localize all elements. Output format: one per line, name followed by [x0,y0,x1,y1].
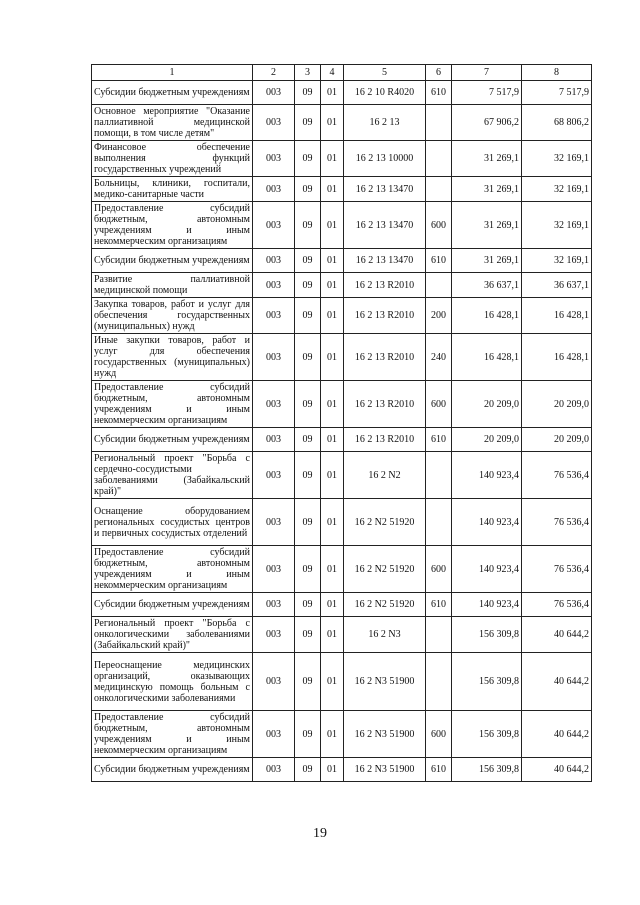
row-code-cell: 003 [253,653,295,711]
row-section-cell: 09 [295,428,321,452]
row-code-cell: 003 [253,105,295,141]
row-target-article-cell: 16 2 13 R2010 [344,428,426,452]
row-name-cell: Субсидии бюджетным учреждениям [92,81,253,105]
row-expense-type-cell [426,499,452,546]
row-code-cell: 003 [253,546,295,593]
row-amount-2-cell: 68 806,2 [522,105,592,141]
row-expense-type-cell [426,141,452,177]
row-amount-2-cell: 36 637,1 [522,273,592,298]
table-row [92,499,592,546]
row-code-cell: 003 [253,249,295,273]
row-amount-2-cell: 76 536,4 [522,593,592,617]
row-section-cell: 09 [295,249,321,273]
row-name-cell: Субсидии бюджетным учреждениям [92,758,253,782]
row-amount-1-cell: 156 309,8 [452,617,522,653]
row-amount-2-cell: 40 644,2 [522,617,592,653]
table-row [92,141,592,177]
row-section-cell: 09 [295,298,321,334]
row-amount-2-cell: 32 169,1 [522,202,592,249]
row-amount-2-cell: 20 209,0 [522,428,592,452]
row-subsection-cell: 01 [321,141,344,177]
row-amount-1-cell: 140 923,4 [452,452,522,499]
header-cell-5: 5 [344,65,426,81]
table-row [92,617,592,653]
row-amount-2-cell: 40 644,2 [522,758,592,782]
row-section-cell: 09 [295,141,321,177]
row-target-article-cell: 16 2 N3 [344,617,426,653]
row-amount-1-cell: 7 517,9 [452,81,522,105]
row-target-article-cell: 16 2 N2 51920 [344,499,426,546]
table-row [92,177,592,202]
table-row [92,273,592,298]
row-subsection-cell: 01 [321,81,344,105]
header-cell-3: 3 [295,65,321,81]
table-row [92,249,592,273]
row-amount-2-cell: 20 209,0 [522,381,592,428]
row-target-article-cell: 16 2 10 R4020 [344,81,426,105]
row-section-cell: 09 [295,334,321,381]
row-code-cell: 003 [253,452,295,499]
row-expense-type-cell: 200 [426,298,452,334]
row-name-cell: Предоставление субсидий бюджетным, автономным учреждениям и иным некоммерческим организациям [92,381,253,428]
header-cell-1: 1 [92,65,253,81]
row-name-cell: Субсидии бюджетным учреждениям [92,593,253,617]
row-amount-1-cell: 36 637,1 [452,273,522,298]
table-row [92,452,592,499]
row-subsection-cell: 01 [321,617,344,653]
row-subsection-cell: 01 [321,546,344,593]
row-target-article-cell: 16 2 13 13470 [344,249,426,273]
row-expense-type-cell: 610 [426,249,452,273]
row-name-cell: Субсидии бюджетным учреждениям [92,428,253,452]
row-name-cell: Финансовое обеспечение выполнения функций государственных учреждений [92,141,253,177]
row-section-cell: 09 [295,711,321,758]
row-amount-2-cell: 16 428,1 [522,334,592,381]
row-name-cell: Предоставление субсидий бюджетным, автономным учреждениям и иным некоммерческим организациям [92,202,253,249]
row-section-cell: 09 [295,273,321,298]
row-name-cell: Предоставление субсидий бюджетным, автономным учреждениям и иным некоммерческим организациям [92,711,253,758]
row-name-cell: Субсидии бюджетным учреждениям [92,249,253,273]
row-expense-type-cell: 600 [426,546,452,593]
row-amount-1-cell: 156 309,8 [452,653,522,711]
row-target-article-cell: 16 2 13 R2010 [344,334,426,381]
row-target-article-cell: 16 2 13 10000 [344,141,426,177]
row-expense-type-cell [426,452,452,499]
row-amount-2-cell: 40 644,2 [522,653,592,711]
row-subsection-cell: 01 [321,653,344,711]
row-code-cell: 003 [253,81,295,105]
row-code-cell: 003 [253,499,295,546]
row-target-article-cell: 16 2 N2 51920 [344,546,426,593]
row-subsection-cell: 01 [321,381,344,428]
table-row [92,381,592,428]
row-amount-2-cell: 76 536,4 [522,499,592,546]
table-row [92,593,592,617]
row-code-cell: 003 [253,202,295,249]
table-row [92,81,592,105]
row-target-article-cell: 16 2 N3 51900 [344,711,426,758]
row-amount-1-cell: 31 269,1 [452,249,522,273]
row-code-cell: 003 [253,617,295,653]
row-amount-1-cell: 140 923,4 [452,546,522,593]
row-subsection-cell: 01 [321,202,344,249]
row-subsection-cell: 01 [321,758,344,782]
row-section-cell: 09 [295,177,321,202]
row-subsection-cell: 01 [321,711,344,758]
row-section-cell: 09 [295,499,321,546]
row-name-cell: Предоставление субсидий бюджетным, автономным учреждениям и иным некоммерческим организациям [92,546,253,593]
row-expense-type-cell [426,105,452,141]
row-amount-1-cell: 156 309,8 [452,711,522,758]
row-code-cell: 003 [253,334,295,381]
row-code-cell: 003 [253,273,295,298]
row-amount-1-cell: 20 209,0 [452,381,522,428]
row-name-cell: Оснащение оборудованием региональных сосудистых центров и первичных сосудистых отделений [92,499,253,546]
row-amount-2-cell: 7 517,9 [522,81,592,105]
header-cell-6: 6 [426,65,452,81]
row-amount-1-cell: 140 923,4 [452,593,522,617]
row-expense-type-cell [426,617,452,653]
table-row [92,334,592,381]
row-target-article-cell: 16 2 13 13470 [344,177,426,202]
row-target-article-cell: 16 2 13 13470 [344,202,426,249]
row-amount-2-cell: 76 536,4 [522,452,592,499]
row-amount-1-cell: 31 269,1 [452,141,522,177]
table-body [92,65,592,782]
row-target-article-cell: 16 2 13 R2010 [344,273,426,298]
row-section-cell: 09 [295,593,321,617]
row-amount-2-cell: 32 169,1 [522,177,592,202]
row-expense-type-cell [426,653,452,711]
row-code-cell: 003 [253,141,295,177]
row-expense-type-cell: 610 [426,428,452,452]
row-amount-1-cell: 156 309,8 [452,758,522,782]
row-name-cell: Развитие паллиативной медицинской помощи [92,273,253,298]
row-target-article-cell: 16 2 N3 51900 [344,653,426,711]
row-code-cell: 003 [253,177,295,202]
row-name-cell: Региональный проект "Борьба с сердечно-сосудистыми заболеваниями (Забайкальский край)" [92,452,253,499]
row-target-article-cell: 16 2 N2 [344,452,426,499]
row-name-cell: Основное мероприятие "Оказание паллиативной медицинской помощи, в том числе детям" [92,105,253,141]
row-subsection-cell: 01 [321,298,344,334]
header-cell-2: 2 [253,65,295,81]
row-expense-type-cell [426,177,452,202]
table-row [92,653,592,711]
row-section-cell: 09 [295,452,321,499]
row-code-cell: 003 [253,593,295,617]
row-section-cell: 09 [295,758,321,782]
row-amount-1-cell: 16 428,1 [452,298,522,334]
row-target-article-cell: 16 2 13 R2010 [344,381,426,428]
row-subsection-cell: 01 [321,177,344,202]
row-code-cell: 003 [253,711,295,758]
row-target-article-cell: 16 2 N3 51900 [344,758,426,782]
row-expense-type-cell: 600 [426,711,452,758]
table-row [92,758,592,782]
row-amount-1-cell: 31 269,1 [452,177,522,202]
row-expense-type-cell: 610 [426,758,452,782]
row-name-cell: Переоснащение медицинских организаций, оказывающих медицинскую помощь больным с онкологическими заболеваниями [92,653,253,711]
row-amount-2-cell: 16 428,1 [522,298,592,334]
row-expense-type-cell: 600 [426,202,452,249]
row-section-cell: 09 [295,202,321,249]
row-expense-type-cell [426,273,452,298]
row-name-cell: Больницы, клиники, госпитали, медико-санитарные части [92,177,253,202]
row-code-cell: 003 [253,758,295,782]
table-row [92,546,592,593]
row-amount-2-cell: 32 169,1 [522,141,592,177]
row-target-article-cell: 16 2 13 R2010 [344,298,426,334]
row-target-article-cell: 16 2 13 [344,105,426,141]
row-section-cell: 09 [295,653,321,711]
row-expense-type-cell: 610 [426,81,452,105]
row-name-cell: Региональный проект "Борьба с онкологическими заболеваниями (Забайкальский край)" [92,617,253,653]
row-section-cell: 09 [295,105,321,141]
row-section-cell: 09 [295,546,321,593]
row-subsection-cell: 01 [321,499,344,546]
row-expense-type-cell: 610 [426,593,452,617]
row-amount-1-cell: 31 269,1 [452,202,522,249]
row-amount-2-cell: 76 536,4 [522,546,592,593]
row-subsection-cell: 01 [321,105,344,141]
header-cell-7: 7 [452,65,522,81]
page-number: 19 [313,826,327,841]
row-subsection-cell: 01 [321,428,344,452]
row-amount-1-cell: 20 209,0 [452,428,522,452]
row-subsection-cell: 01 [321,452,344,499]
row-expense-type-cell: 240 [426,334,452,381]
header-cell-4: 4 [321,65,344,81]
row-section-cell: 09 [295,381,321,428]
row-section-cell: 09 [295,617,321,653]
row-name-cell: Иные закупки товаров, работ и услуг для обеспечения государственных (муниципальных) нужд [92,334,253,381]
row-code-cell: 003 [253,428,295,452]
header-cell-8: 8 [522,65,592,81]
row-subsection-cell: 01 [321,593,344,617]
row-amount-1-cell: 67 906,2 [452,105,522,141]
row-amount-1-cell: 16 428,1 [452,334,522,381]
table-row [92,428,592,452]
row-amount-2-cell: 40 644,2 [522,711,592,758]
row-amount-1-cell: 140 923,4 [452,499,522,546]
row-subsection-cell: 01 [321,273,344,298]
table-row [92,105,592,141]
table-row [92,711,592,758]
table-header-row [92,65,592,81]
table-row [92,298,592,334]
row-subsection-cell: 01 [321,249,344,273]
row-code-cell: 003 [253,381,295,428]
row-target-article-cell: 16 2 N2 51920 [344,593,426,617]
row-section-cell: 09 [295,81,321,105]
row-expense-type-cell: 600 [426,381,452,428]
row-code-cell: 003 [253,298,295,334]
row-amount-2-cell: 32 169,1 [522,249,592,273]
budget-table [91,64,592,782]
row-name-cell: Закупка товаров, работ и услуг для обеспечения государственных (муниципальных) нужд [92,298,253,334]
table-row [92,202,592,249]
row-subsection-cell: 01 [321,334,344,381]
